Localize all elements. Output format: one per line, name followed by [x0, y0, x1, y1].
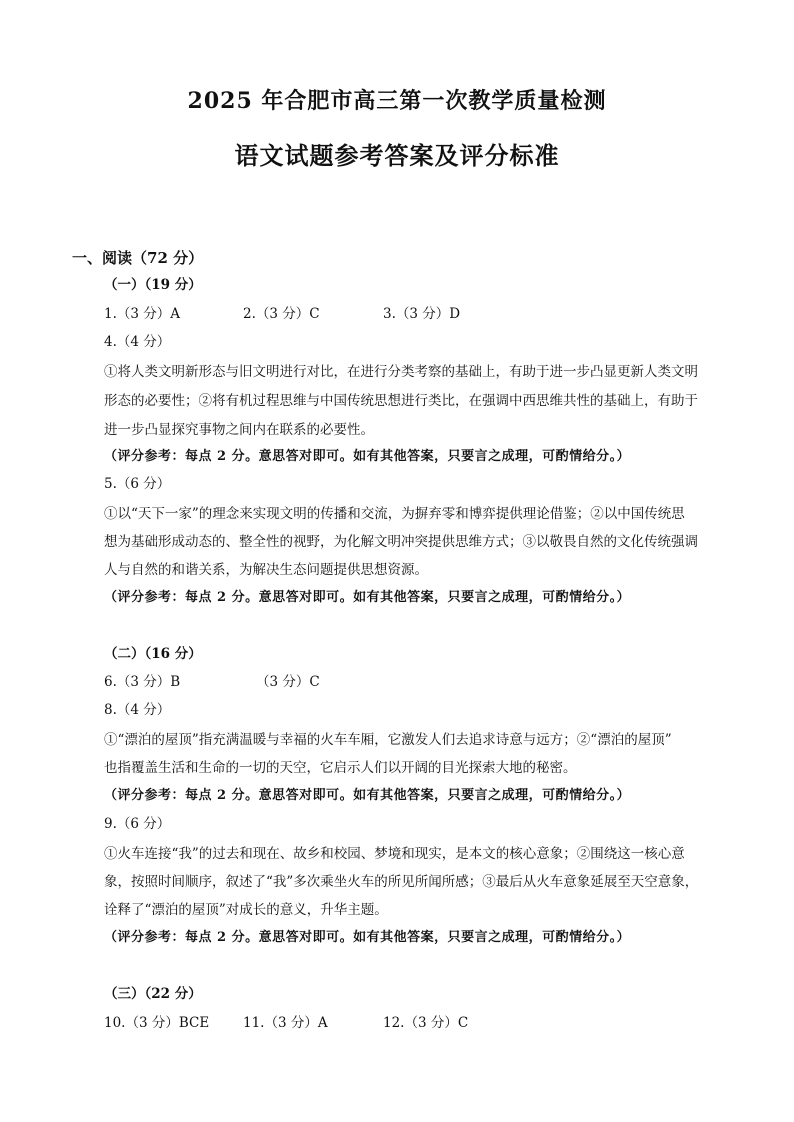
question-9-label: 9.（6 分） — [104, 816, 171, 832]
q8-answer-line: ①“漂泊的屋顶”指充满温暖与幸福的火车车厢，它激发人们去追求诗意与远方；②“漂泊的屋顶” — [104, 732, 672, 748]
q5-answer-line: 想为基础形成动态的、整全性的视野，为化解文明冲突提供思维方式；③以敬畏自然的文化传统强调 — [104, 534, 698, 550]
answer-1: 1.（3 分）A — [104, 306, 181, 322]
q4-answer-line: 进一步凸显探究事物之间内在联系的必要性。 — [104, 422, 374, 438]
q4-answer-line: 形态的必要性；②将有机过程思维与中国传统思想进行类比，在强调中西思维共性的基础上，有助于 — [104, 393, 698, 409]
answer-7: （3 分）C — [256, 674, 320, 690]
q9-answer-line: 诠释了“漂泊的屋顶”对成长的意义，升华主题。 — [104, 902, 388, 918]
q5-answer-line: ①以“天下一家”的理念来实现文明的传播和交流，为摒弃零和博弈提供理论借鉴；②以中国传统思 — [104, 506, 685, 522]
answer-6: 6.（3 分）B — [104, 674, 181, 690]
question-8-label: 8.（4 分） — [104, 702, 171, 718]
document-title: 2025 年合肥市高三第一次教学质量检测 — [187, 88, 607, 114]
question-4-label: 4.（4 分） — [104, 334, 171, 350]
q8-scoring-note: （评分参考：每点 2 分。意思答对即可。如有其他答案，只要言之成理，可酌情给分。） — [104, 788, 631, 803]
q9-answer-line: ①火车连接“我”的过去和现在、故乡和校园、梦境和现实，是本文的核心意象；②围绕这一核心意 — [104, 846, 685, 862]
section-heading-reading: 一、阅读（72 分） — [72, 249, 204, 267]
question-5-label: 5.（6 分） — [104, 476, 171, 492]
answer-3: 3.（3 分）D — [383, 306, 461, 322]
q5-answer-line: 人与自然的和谐关系，为解决生态问题提供思想资源。 — [104, 562, 428, 578]
document-subtitle: 语文试题参考答案及评分标准 — [234, 141, 560, 170]
q4-scoring-note: （评分参考：每点 2 分。意思答对即可。如有其他答案，只要言之成理，可酌情给分。） — [104, 449, 631, 464]
part3-heading: （三）（22 分） — [104, 986, 202, 1002]
q4-answer-line: ①将人类文明新形态与旧文明进行对比，在进行分类考察的基础上，有助于进一步凸显更新人类文明 — [104, 364, 698, 380]
q9-scoring-note: （评分参考：每点 2 分。意思答对即可。如有其他答案，只要言之成理，可酌情给分。） — [104, 930, 631, 945]
q8-answer-line: 也指覆盖生活和生命的一切的天空，它启示人们以开阔的目光探索大地的秘密。 — [104, 760, 577, 776]
q9-answer-line: 象，按照时间顺序，叙述了“我”多次乘坐火车的所见所闻所感；③最后从火车意象延展至天空意象， — [104, 874, 699, 890]
answer-12: 12.（3 分）C — [383, 1015, 469, 1031]
q5-scoring-note: （评分参考：每点 2 分。意思答对即可。如有其他答案，只要言之成理，可酌情给分。） — [104, 590, 631, 605]
answer-2: 2.（3 分）C — [243, 306, 320, 322]
part1-heading: （一）（19 分） — [104, 277, 202, 293]
part2-heading: （二）（16 分） — [104, 646, 202, 662]
answer-10: 10.（3 分）BCE — [104, 1015, 210, 1031]
answer-11: 11.（3 分）A — [243, 1015, 328, 1031]
